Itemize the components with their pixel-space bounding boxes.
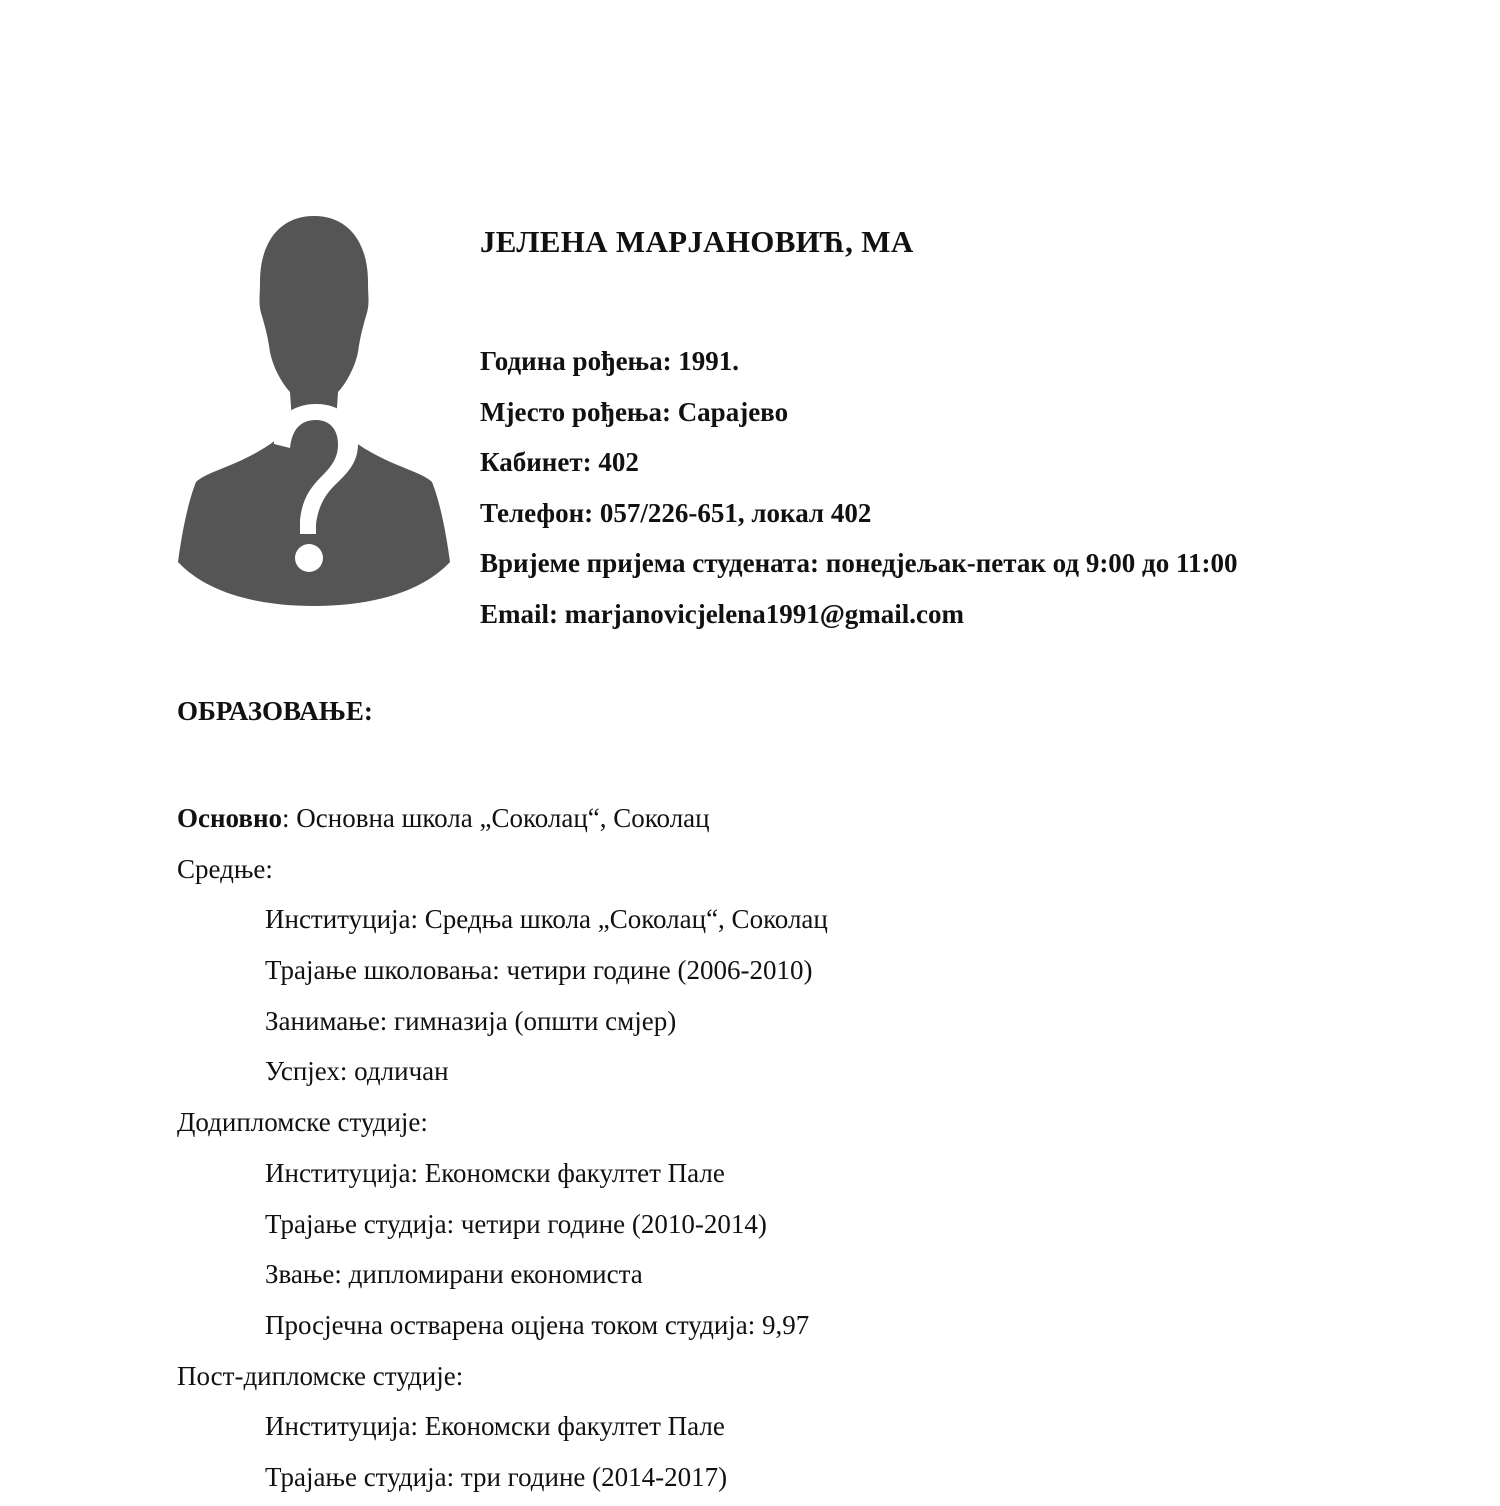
birth-year: Година рођења: 1991. [480, 346, 740, 376]
primary-education-label: Основно [177, 803, 283, 833]
secondary-duration: Трајање школовања: четири године (2006-2010) [265, 955, 813, 986]
undergraduate-duration: Трајање студија: четири године (2010-2014) [265, 1208, 767, 1239]
email-address[interactable]: Email: marjanovicjelena1991@gmail.com [480, 598, 965, 629]
postgraduate-duration: Трајање студија: три године (2014-2017) [265, 1461, 728, 1492]
undergraduate-gpa: Просјечна остварена оцјена током студија: 9,97 [265, 1309, 810, 1340]
secondary-occupation: Занимање: гимназија (општи смјер) [265, 1005, 677, 1036]
postgraduate-label: Пост-дипломске студије: [177, 1360, 464, 1391]
office-hours: Вријеме пријема студената: понедјељак-петак од 9:00 до 11:00 [480, 548, 1238, 579]
primary-education [177, 796, 828, 847]
undergraduate-institution: Институција: Економски факултет Пале [265, 1157, 725, 1188]
secondary-education-label: Средње: [177, 853, 273, 884]
secondary-success: Успјех: одличан [265, 1056, 449, 1087]
primary-education-value: : Основна школа „Соколац“, Соколац [282, 803, 710, 833]
person-silhouette-question-icon [176, 212, 452, 608]
secondary-institution: Институција: Средња школа „Соколац“, Соколац [265, 904, 828, 935]
undergraduate-title: Звање: дипломирани економиста [265, 1259, 643, 1290]
contact-info-list [480, 338, 1237, 642]
undergraduate-label: Додипломске студије: [177, 1107, 428, 1138]
education-list [177, 796, 828, 1506]
birth-place: Мјесто рођења: Сарајево [480, 396, 789, 427]
education-heading: ОБРАЗОВАЊЕ: [177, 696, 373, 726]
office-number: Кабинет: 402 [480, 447, 639, 478]
person-name: ЈЕЛЕНА МАРЈАНОВИЋ, МА [480, 224, 914, 259]
phone-number: Телефон: 057/226-651, локал 402 [480, 497, 872, 528]
postgraduate-institution: Институција: Економски факултет Пале [265, 1411, 725, 1442]
